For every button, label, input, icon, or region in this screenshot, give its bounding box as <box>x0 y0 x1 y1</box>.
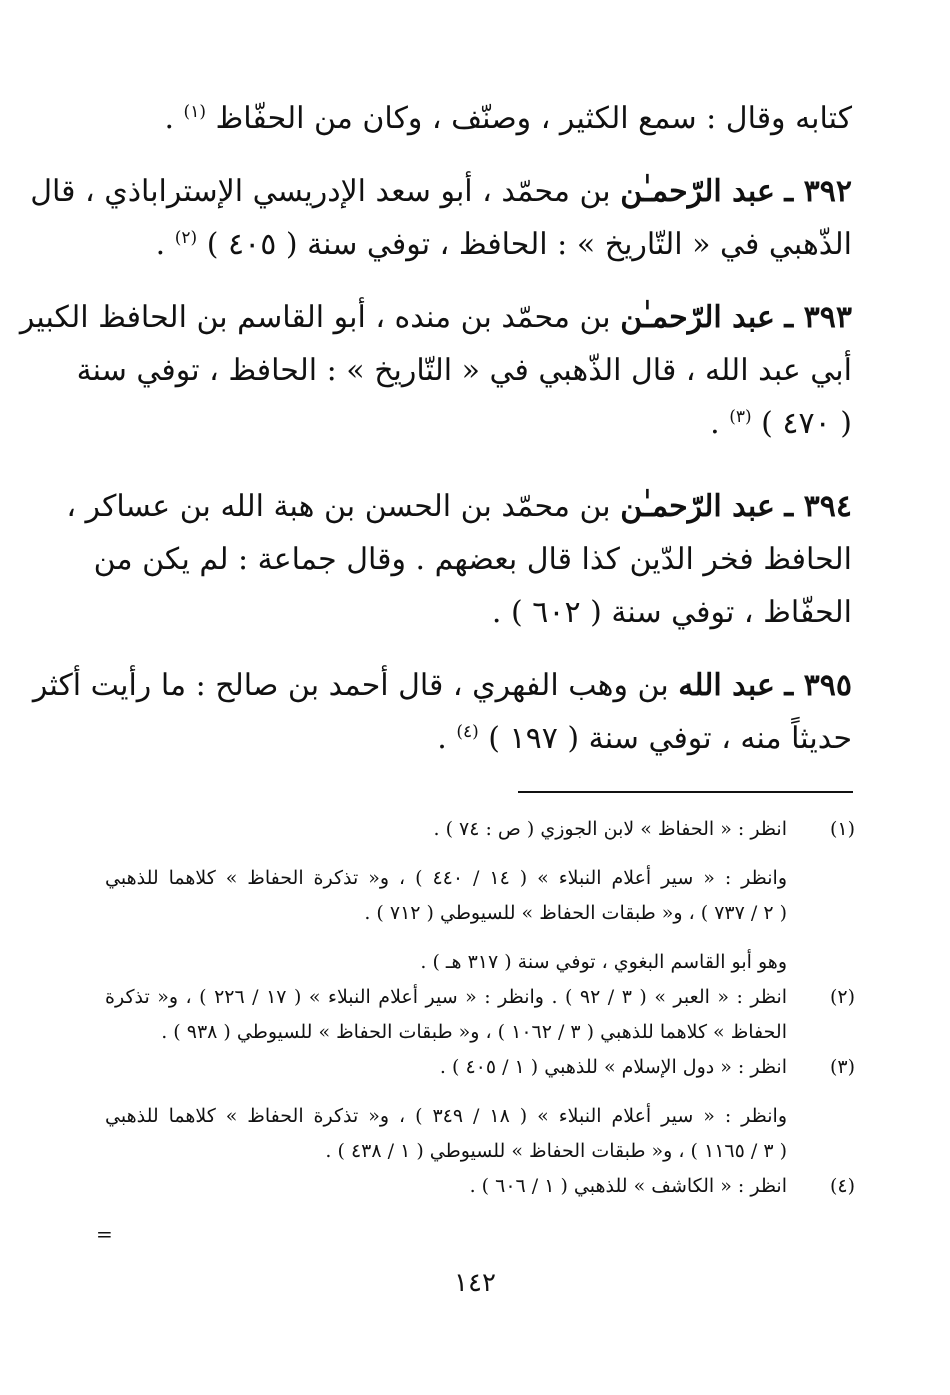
footnote-line: ( ٣ / ١١٦٥ ) ، و« طبقات الحفاظ » للسيوطي ( ١ / ٤٣٨ ) . <box>325 1140 787 1162</box>
footnote-2 <box>105 980 855 1050</box>
entry-393 <box>19 291 852 450</box>
entry-name: عبد الرّحمـٰن <box>620 489 775 524</box>
footnote-1 <box>105 812 855 847</box>
main-text <box>19 92 852 765</box>
entry-line: ٣٩٥ ـ عبد الله بن وهب الفهري ، قال أحمد بن صالح : ما رأيت أكثر <box>32 668 852 703</box>
footnote-1-para <box>105 861 855 931</box>
entry-line: أبي عبد الله ، قال الذّهبي في « التّاريخ » : الحافظ ، توفي سنة <box>76 353 852 388</box>
entry-line: حديثاً منه ، توفي سنة ( ١٩٧ ) $^{(٤)}$ . <box>437 721 852 756</box>
footnote-line: انظر : « العبر » ( ٣ / ٩٢ ) . وانظر : « سير أعلام النبلاء » ( ١٧ / ٢٢٦ ) ، و« تذكرة <box>105 986 788 1008</box>
entry-name: عبد الله <box>678 668 775 703</box>
entry-number: ٣٩٤ ـ <box>784 489 852 524</box>
intro-line: كتابه وقال : سمع الكثير ، وصنّف ، وكان من الحفّاظ $^{(١)}$ . <box>164 101 852 136</box>
entry-395 <box>32 659 852 765</box>
entry-line: الحفّاظ ، توفي سنة ( ٦٠٢ ) . <box>491 595 852 630</box>
footnote-number: (١) <box>829 818 855 840</box>
entry-392 <box>30 165 852 271</box>
footnote-line: وانظر : « سير أعلام النبلاء » ( ١٨ / ٣٤٩ ) ، و« تذكرة الحفاظ » كلاهما للذهبي <box>105 1105 787 1127</box>
footnote-line: الحفاظ » كلاهما للذهبي ( ٣ / ١٠٦٢ ) ، و« طبقات الحفاظ » للسيوطي ( ٩٣٨ ) . <box>161 1021 787 1043</box>
footnote-number: (٢) <box>829 986 855 1008</box>
footnote-line: انظر : « الكاشف » للذهبي ( ١ / ٦٠٦ ) . <box>469 1175 787 1197</box>
entry-line: ٣٩٢ ـ عبد الرّحمـٰن بن محمّد ، أبو سعد الإدريسي الإستراباذي ، قال <box>30 174 852 209</box>
footnote-3-para <box>105 1099 855 1169</box>
entry-line: ٣٩٤ ـ عبد الرّحمـٰن بن محمّد بن الحسن بن هبة الله بن عساكر ، <box>66 489 852 524</box>
footnote-3 <box>105 1050 855 1085</box>
footnote-line: انظر : « الحفاظ » لابن الجوزي ( ص : ٧٤ ) . <box>433 818 787 840</box>
footnote-number: (٤) <box>829 1175 855 1197</box>
footnotes <box>105 812 855 1204</box>
continuation-mark: = <box>96 1222 113 1246</box>
entry-line: ( ٤٧٠ ) $^{(٣)}$ . <box>710 406 852 441</box>
footnote-line: وانظر : « سير أعلام النبلاء » ( ١٤ / ٤٤٠ ) ، و« تذكرة الحفاظ » كلاهما للذهبي <box>105 867 787 889</box>
entry-number: ٣٩٣ ـ <box>784 300 852 335</box>
entry-line: الحافظ فخر الدّين كذا قال بعضهم . وقال جماعة : لم يكن من <box>93 542 852 577</box>
entry-number: ٣٩٢ ـ <box>784 174 852 209</box>
footnote-ref: (٤) <box>456 722 479 742</box>
entry-name: عبد الرّحمـٰن <box>620 300 775 335</box>
footnote-ref: (٣) <box>729 407 752 427</box>
entry-name: عبد الرّحمـٰن <box>620 174 775 209</box>
footnote-4 <box>105 1169 855 1204</box>
footnote-line: وهو أبو القاسم البغوي ، توفي سنة ( ٣١٧ هـ ) . <box>420 951 787 973</box>
entry-line: ٣٩٣ ـ عبد الرّحمـٰن بن محمّد بن منده ، أبو القاسم بن الحافظ الكبير <box>19 300 852 335</box>
footnote-number: (٣) <box>829 1056 855 1078</box>
entry-number: ٣٩٥ ـ <box>784 668 852 703</box>
footnote-ref: (١) <box>183 102 206 122</box>
footnote-line: انظر : « دول الإسلام » للذهبي ( ١ / ٤٠٥ ) . <box>439 1056 787 1078</box>
footnote-1-para <box>105 945 855 980</box>
footnote-divider <box>518 791 853 793</box>
entry-394 <box>66 480 852 639</box>
page-number: ١٤٢ <box>454 1268 496 1298</box>
footnote-ref: (٢) <box>174 228 198 248</box>
entry-line: الذّهبي في « التّاريخ » : الحافظ ، توفي سنة ( ٤٠٥ ) $^{(٢)}$ . <box>155 227 852 262</box>
footnote-line: ( ٢ / ٧٣٧ ) ، و« طبقات الحفاظ » للسيوطي ( ٧١٢ ) . <box>364 902 787 924</box>
